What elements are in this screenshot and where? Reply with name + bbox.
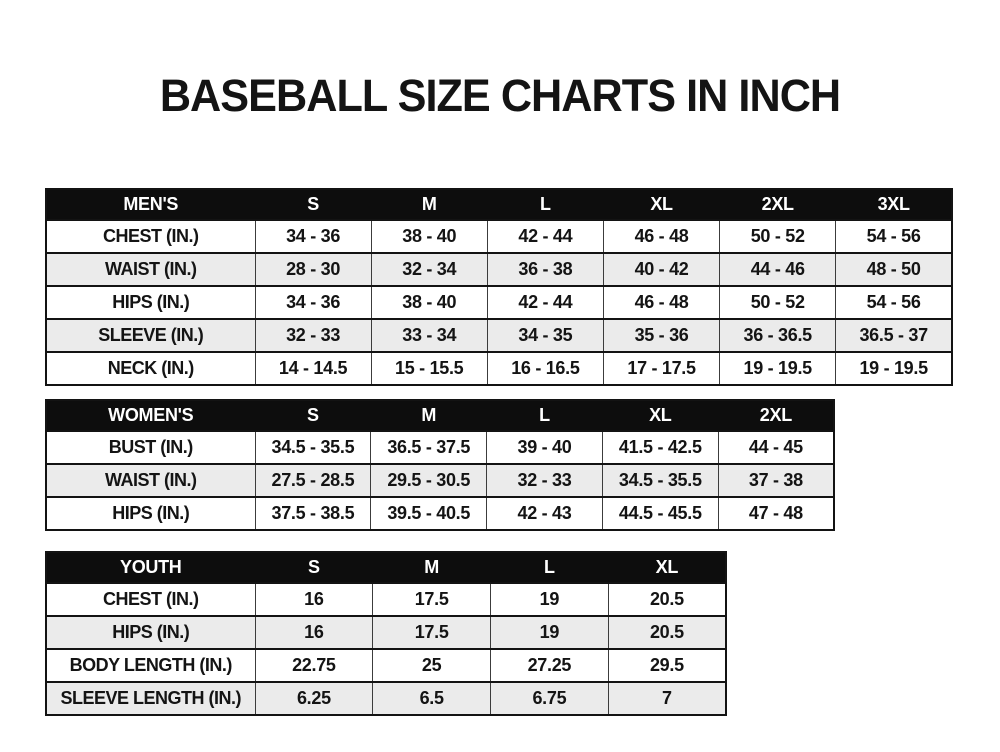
size-value-cell: 29.5 [608, 649, 726, 682]
column-header-size: S [255, 552, 373, 583]
row-label: HIPS (IN.) [46, 616, 255, 649]
size-value-cell: 27.5 - 28.5 [255, 464, 371, 497]
size-value-cell: 32 - 33 [487, 464, 603, 497]
row-label: HIPS (IN.) [46, 286, 255, 319]
table-row [46, 649, 726, 682]
size-table-men-s [45, 188, 953, 386]
size-value-cell: 6.5 [373, 682, 491, 715]
size-value-cell: 34.5 - 35.5 [255, 431, 371, 464]
row-label: SLEEVE (IN.) [46, 319, 255, 352]
row-label: SLEEVE LENGTH (IN.) [46, 682, 255, 715]
size-value-cell: 36.5 - 37.5 [371, 431, 487, 464]
row-label: HIPS (IN.) [46, 497, 255, 530]
row-label: WAIST (IN.) [46, 464, 255, 497]
size-value-cell: 20.5 [608, 616, 726, 649]
table-title-youth: YOUTH [46, 552, 255, 583]
size-value-cell: 6.75 [491, 682, 609, 715]
size-value-cell: 36 - 36.5 [720, 319, 836, 352]
size-value-cell: 34 - 36 [255, 220, 371, 253]
size-value-cell: 19 [491, 583, 609, 616]
size-value-cell: 33 - 34 [371, 319, 487, 352]
size-value-cell: 36 - 38 [487, 253, 603, 286]
row-label: BUST (IN.) [46, 431, 255, 464]
column-header-size: S [255, 189, 371, 220]
size-value-cell: 46 - 48 [603, 220, 719, 253]
column-header-size: XL [602, 400, 718, 431]
table-row [46, 497, 834, 530]
size-value-cell: 16 - 16.5 [487, 352, 603, 385]
size-value-cell: 42 - 44 [487, 286, 603, 319]
size-value-cell: 50 - 52 [720, 220, 836, 253]
size-value-cell: 32 - 34 [371, 253, 487, 286]
size-value-cell: 39.5 - 40.5 [371, 497, 487, 530]
column-header-size: 2XL [718, 400, 834, 431]
size-value-cell: 44 - 45 [718, 431, 834, 464]
size-value-cell: 34.5 - 35.5 [602, 464, 718, 497]
size-value-cell: 20.5 [608, 583, 726, 616]
row-label: CHEST (IN.) [46, 220, 255, 253]
table-row [46, 352, 952, 385]
size-value-cell: 40 - 42 [603, 253, 719, 286]
size-value-cell: 50 - 52 [720, 286, 836, 319]
size-value-cell: 29.5 - 30.5 [371, 464, 487, 497]
column-header-size: XL [603, 189, 719, 220]
size-value-cell: 54 - 56 [836, 220, 952, 253]
table-row [46, 464, 834, 497]
size-table-women-s [45, 399, 835, 531]
column-header-size: L [487, 400, 603, 431]
header-row [46, 400, 834, 431]
size-value-cell: 6.25 [255, 682, 373, 715]
column-header-size: M [371, 189, 487, 220]
size-value-cell: 16 [255, 616, 373, 649]
size-value-cell: 36.5 - 37 [836, 319, 952, 352]
table-row [46, 253, 952, 286]
page-title: BASEBALL SIZE CHARTS IN INCH [159, 70, 841, 121]
table-title-men-s: MEN'S [46, 189, 255, 220]
column-header-size: S [255, 400, 371, 431]
size-value-cell: 25 [373, 649, 491, 682]
size-value-cell: 37.5 - 38.5 [255, 497, 371, 530]
size-value-cell: 44 - 46 [720, 253, 836, 286]
size-value-cell: 35 - 36 [603, 319, 719, 352]
size-value-cell: 32 - 33 [255, 319, 371, 352]
column-header-size: M [371, 400, 487, 431]
size-value-cell: 15 - 15.5 [371, 352, 487, 385]
size-value-cell: 19 [491, 616, 609, 649]
size-value-cell: 17.5 [373, 583, 491, 616]
size-value-cell: 37 - 38 [718, 464, 834, 497]
size-table-youth [45, 551, 727, 716]
table-row [46, 319, 952, 352]
size-value-cell: 46 - 48 [603, 286, 719, 319]
size-value-cell: 39 - 40 [487, 431, 603, 464]
column-header-size: M [373, 552, 491, 583]
row-label: NECK (IN.) [46, 352, 255, 385]
size-value-cell: 14 - 14.5 [255, 352, 371, 385]
size-value-cell: 38 - 40 [371, 286, 487, 319]
size-value-cell: 44.5 - 45.5 [602, 497, 718, 530]
column-header-size: XL [608, 552, 726, 583]
column-header-size: 3XL [836, 189, 952, 220]
size-value-cell: 16 [255, 583, 373, 616]
row-label: BODY LENGTH (IN.) [46, 649, 255, 682]
column-header-size: L [487, 189, 603, 220]
table-row [46, 682, 726, 715]
size-value-cell: 34 - 35 [487, 319, 603, 352]
table-row [46, 616, 726, 649]
table-title-women-s: WOMEN'S [46, 400, 255, 431]
size-value-cell: 42 - 43 [487, 497, 603, 530]
size-value-cell: 22.75 [255, 649, 373, 682]
table-row [46, 220, 952, 253]
table-row [46, 431, 834, 464]
size-value-cell: 19 - 19.5 [720, 352, 836, 385]
column-header-size: 2XL [720, 189, 836, 220]
row-label: WAIST (IN.) [46, 253, 255, 286]
table-row [46, 286, 952, 319]
size-value-cell: 48 - 50 [836, 253, 952, 286]
size-value-cell: 41.5 - 42.5 [602, 431, 718, 464]
size-value-cell: 34 - 36 [255, 286, 371, 319]
size-value-cell: 7 [608, 682, 726, 715]
size-value-cell: 19 - 19.5 [836, 352, 952, 385]
size-value-cell: 38 - 40 [371, 220, 487, 253]
table-row [46, 583, 726, 616]
header-row [46, 189, 952, 220]
size-value-cell: 27.25 [491, 649, 609, 682]
header-row [46, 552, 726, 583]
size-value-cell: 42 - 44 [487, 220, 603, 253]
size-value-cell: 47 - 48 [718, 497, 834, 530]
size-value-cell: 28 - 30 [255, 253, 371, 286]
size-value-cell: 17.5 [373, 616, 491, 649]
row-label: CHEST (IN.) [46, 583, 255, 616]
size-value-cell: 17 - 17.5 [603, 352, 719, 385]
size-value-cell: 54 - 56 [836, 286, 952, 319]
column-header-size: L [491, 552, 609, 583]
